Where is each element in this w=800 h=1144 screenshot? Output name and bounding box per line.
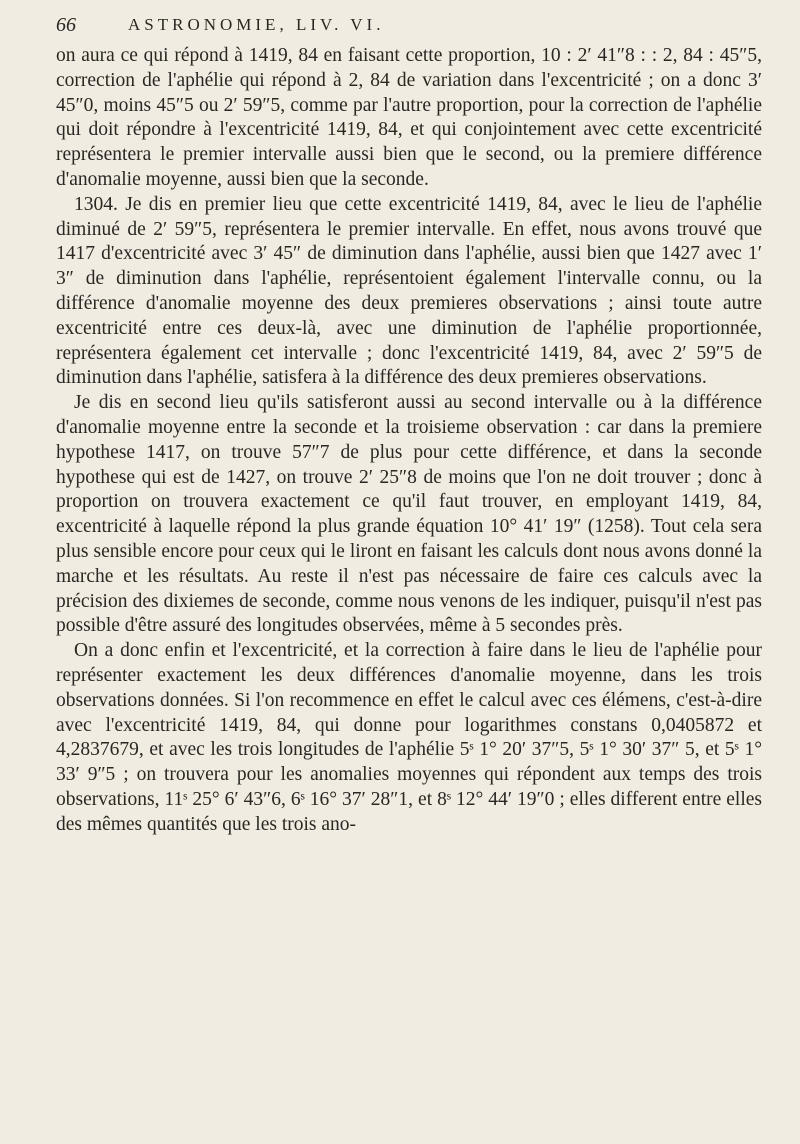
paragraph-conclusion: On a donc enfin et l'excentricité, et la correction à faire dans le lieu de l'aphélie pour représenter exactement les deux différences d'anomalie moyenne, dans les trois observations données. Si l'on recommence en effet le calcul avec ces élémens, c'est-à-dire avec l'excentricité 1419, 84, qui donne pour logarithmes constans 0,0405872 et 4,2837679, et avec les trois longitudes de l'aphélie 5ˢ 1° 20′ 37″5, 5ˢ 1° 30′ 37″ 5, et 5ˢ 1° 33′ 9″5 ; on trouvera pour les anomalies moyennes qui répondent aux temps des trois observations, 11ˢ 25° 6′ 43″6, 6ˢ 16° 37′ 28″1, et 8ˢ 12° 44′ 19″0 ; elles different entre elles des mêmes quantités que les trois ano- [56,640,762,835]
paragraph-continuation: on aura ce qui répond à 1419, 84 en faisant cette proportion, 10 : 2′ 41″8 : : 2, 84 : 45″5, correction de l'aphélie qui répond à 2, 84 de variation dans l'excentricité ; on a donc 3′ 45″0, moins 45″5 ou 2′ 59″5, comme par l'autre proportion, pour la correction de l'aphélie qui doit répondre à l'excentricité 1419, 84, et qui conjointement avec cette excentricité représentera le premier intervalle aussi bien que le second, ou la premiere différence d'anomalie moyenne, aussi bien que la seconde. [56,45,762,190]
paragraph-second-interval: Je dis en second lieu qu'ils satisferont aussi au second intervalle ou à la différence d'anomalie moyenne entre la seconde et la troisieme observation : car dans la premiere hypothese 1417, on trouve 57″7 de plus pour cette différence, et dans la seconde hypothese qui est de 1427, on trouve 2′ 25″8 de moins que l'on ne doit trouver ; donc à proportion on trouvera exactement ce qu'il faut trouver, en employant 1419, 84, excentricité à laquelle répond la plus grande équation 10° 41′ 19″ (1258). Tout cela sera plus sensible encore pour ceux qui le liront en faisant les calculs dont nous avons donné la marche et les résultats. Au reste il n'est pas nécessaire de faire ces calculs avec la précision des dixiemes de seconde, comme nous venons de les indiquer, puisqu'il n'est pas possible d'être assuré des longitudes observées, même à 5 secondes près. [56,392,762,637]
page-number: 66 [56,14,76,36]
page-header [56,14,746,42]
paragraph-1304: 1304. Je dis en premier lieu que cette excentricité 1419, 84, avec le lieu de l'aphélie diminué de 2′ 59″5, représentera le premier intervalle. En effet, nous avons trouvé que 1417 d'excentricité avec 3′ 45″ de diminution dans l'aphélie, aussi bien que 1427 avec 1′ 3″ de diminution dans l'aphélie, représentoient également l'intervalle connu, ou la différence d'anomalie moyenne des deux premieres observations ; ainsi toute autre excentricité entre ces deux-là, avec une diminution de l'aphélie proportionnée, représentera également cet intervalle ; donc l'excentricité 1419, 84, avec 2′ 59″5 de diminution dans l'aphélie, satisfera à la différence des deux premieres observations. [56,193,762,389]
running-head: ASTRONOMIE, LIV. VI. [128,15,385,34]
body-text [56,44,762,838]
